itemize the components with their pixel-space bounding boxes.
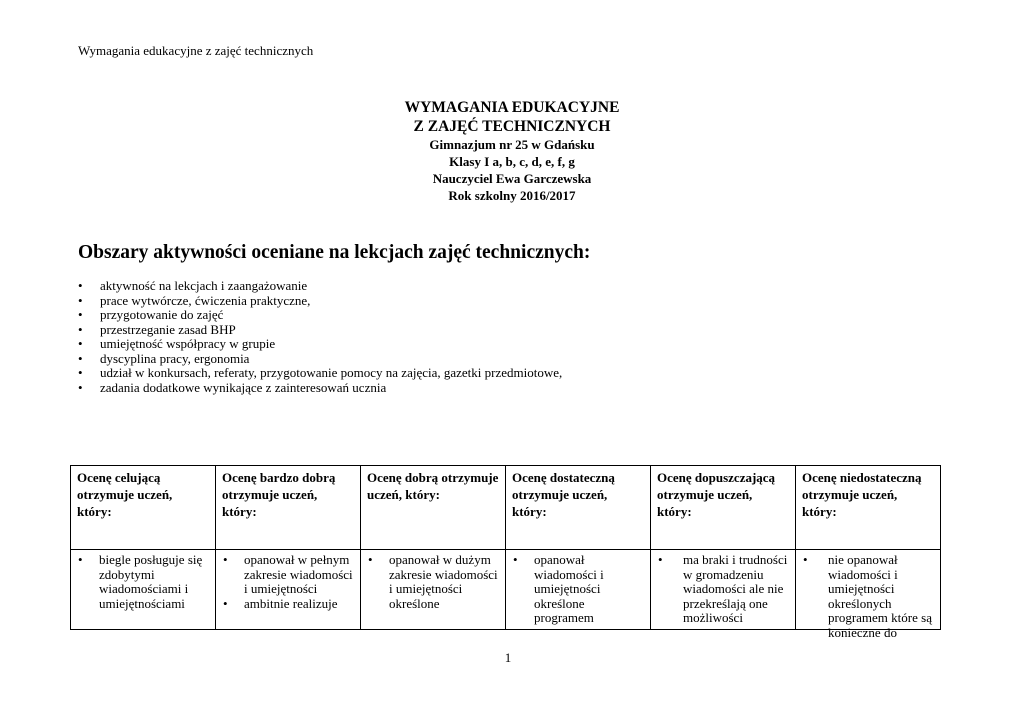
running-header: Wymagania edukacyjne z zajęć technicznych xyxy=(78,43,314,58)
table-row xyxy=(71,550,941,630)
header-grade-good: Ocenę dobrą otrzymuje uczeń, który: xyxy=(361,466,506,550)
list-item: • prace wytwórcze, ćwiczenia praktyczne, xyxy=(78,294,562,309)
school-name: Gimnazjum nr 25 w Gdańsku xyxy=(429,137,595,152)
header-grade-excellent: Ocenę celującą otrzymuje uczeń, który: xyxy=(71,466,216,550)
cell-insufficient xyxy=(796,550,941,640)
header-grade-very-good: Ocenę bardzo dobrą otrzymuje uczeń, który: xyxy=(216,466,361,550)
table-header-row xyxy=(71,466,941,550)
document-title-line2: Z ZAJĘĆ TECHNICZNYCH xyxy=(413,118,611,135)
list-item: • zadania dodatkowe wynikające z zainteresowań ucznia xyxy=(78,381,562,396)
cell-satisfactory xyxy=(506,550,651,630)
grades-table xyxy=(70,465,941,640)
cell-bullet: • opanował wiadomości i umiejętności określone programem xyxy=(512,553,644,626)
page-number: 1 xyxy=(504,650,512,665)
list-item: • dyscyplina pracy, ergonomia xyxy=(78,352,562,367)
list-item: • przygotowanie do zajęć xyxy=(78,308,562,323)
teacher-line: Nauczyciel Ewa Garczewska xyxy=(432,171,592,186)
document-title-line1: WYMAGANIA EDUKACYJNE xyxy=(404,99,620,116)
cell-bullet: • nie opanował wiadomości i umiejętności określonych programem które są konieczne do xyxy=(802,553,934,640)
list-item: • udział w konkursach, referaty, przygotowanie pomocy na zajęcia, gazetki przedmiotowe, xyxy=(78,366,562,381)
cell-bullet: • biegle posługuje się zdobytymi wiadomościami i umiejętnościami xyxy=(77,553,209,611)
cell-bullet: • opanował w dużym zakresie wiadomości i umiejętności określone xyxy=(367,553,499,611)
cell-good xyxy=(361,550,506,630)
cell-excellent xyxy=(71,550,216,630)
list-item: • aktywność na lekcjach i zaangażowanie xyxy=(78,279,562,294)
classes-line: Klasy I a, b, c, d, e, f, g xyxy=(449,154,575,169)
header-grade-sufficient: Ocenę dopuszczającą otrzymuje uczeń, który: xyxy=(651,466,796,550)
cell-bullet: • opanował w pełnym zakresie wiadomości i umiejętności xyxy=(222,553,354,597)
activity-list xyxy=(78,279,562,395)
school-year-line: Rok szkolny 2016/2017 xyxy=(448,188,576,203)
list-item: • przestrzeganie zasad BHP xyxy=(78,323,562,338)
list-item: • umiejętność współpracy w grupie xyxy=(78,337,562,352)
cell-bullet: • ambitnie realizuje xyxy=(222,597,354,612)
cell-sufficient xyxy=(651,550,796,630)
cell-bullet: • ma braki i trudności w gromadzeniu wiadomości ale nie przekreślają one możliwości xyxy=(657,553,789,626)
header-grade-satisfactory: Ocenę dostateczną otrzymuje uczeń, który: xyxy=(506,466,651,550)
document-title-block xyxy=(0,98,1024,204)
cell-very-good xyxy=(216,550,361,630)
section-heading: Obszary aktywności oceniane na lekcjach zajęć technicznych: xyxy=(78,242,591,263)
header-grade-insufficient: Ocenę niedostateczną otrzymuje uczeń, który: xyxy=(796,466,941,550)
